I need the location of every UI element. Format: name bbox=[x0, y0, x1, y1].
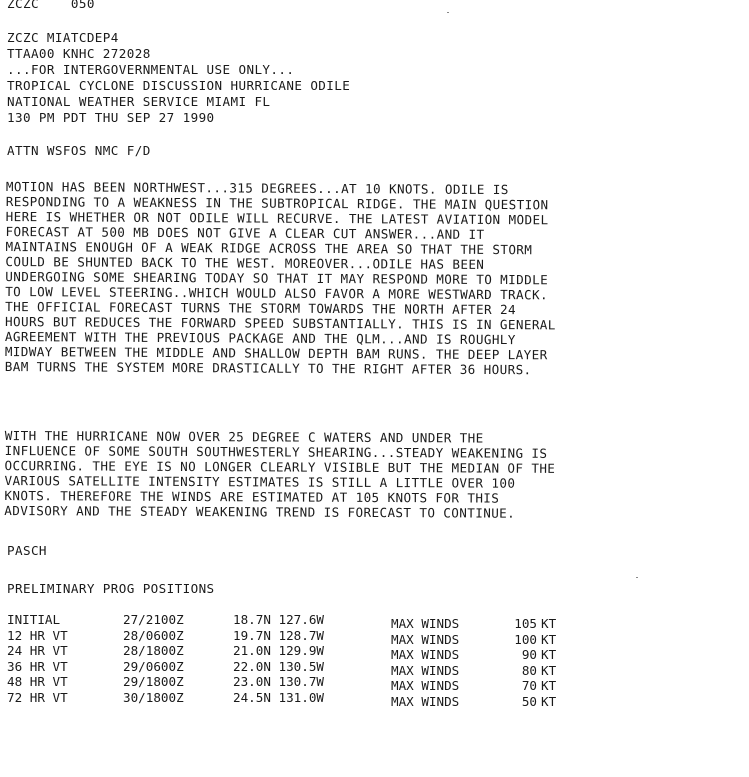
prog-winds-label: MAX WINDS bbox=[391, 662, 460, 678]
attn-line: ATTN WSFOS NMC F/D bbox=[7, 143, 151, 158]
prog-row bbox=[7, 658, 567, 678]
prog-speed: 80 bbox=[521, 662, 537, 678]
prog-unit: KT bbox=[541, 631, 557, 647]
prog-winds-label: MAX WINDS bbox=[391, 647, 460, 662]
text-line: MAINTAINS ENOUGH OF A WEAK RIDGE ACROSS THE AREA SO THAT THE STORM bbox=[5, 239, 533, 258]
prog-winds-label: MAX WINDS bbox=[391, 631, 460, 647]
prog-position: 24.5N 131.0W bbox=[233, 689, 324, 705]
text-line: COULD BE SHUNTED BACK TO THE WEST. MOREOVER...ODILE HAS BEEN bbox=[5, 254, 485, 272]
header-top: ZCZC 050 bbox=[7, 0, 95, 11]
prog-label: 24 HR VT bbox=[7, 643, 68, 658]
prog-unit: KT bbox=[541, 616, 557, 631]
prog-speed: 100 bbox=[514, 631, 537, 647]
prog-time: 28/1800Z bbox=[123, 643, 184, 658]
prog-row bbox=[7, 689, 567, 709]
text-line: AGREEMENT WITH THE PREVIOUS PACKAGE AND THE QLM...AND IS ROUGHLY bbox=[4, 329, 516, 348]
prog-position: 23.0N 130.7W bbox=[233, 674, 324, 689]
text-line: TO LOW LEVEL STEERING..WHICH WOULD ALSO FAVOR A MORE WESTWARD TRACK. bbox=[5, 284, 549, 303]
prog-position: 21.0N 129.9W bbox=[233, 643, 324, 658]
prog-unit: KT bbox=[541, 662, 557, 678]
prog-unit: KT bbox=[541, 693, 557, 709]
prog-label: 12 HR VT bbox=[7, 627, 68, 643]
text-line: WITH THE HURRICANE NOW OVER 25 DEGREE C WATERS AND UNDER THE bbox=[4, 428, 484, 446]
prog-speed: 70 bbox=[521, 678, 537, 693]
prog-row bbox=[7, 627, 567, 647]
prog-row bbox=[7, 643, 567, 662]
text-line: MOTION HAS BEEN NORTHWEST...315 DEGREES...AT 10 KNOTS. ODILE IS bbox=[5, 179, 509, 198]
text-line: RESPONDING TO A WEAKNESS IN THE SUBTROPICAL RIDGE. THE MAIN QUESTION bbox=[5, 194, 549, 213]
prog-position: 18.7N 127.6W bbox=[233, 612, 324, 627]
header-line: ...FOR INTERGOVERNMENTAL USE ONLY... bbox=[7, 62, 295, 77]
text-line: INFLUENCE OF SOME SOUTH SOUTHWESTERLY SHEARING...STEADY WEAKENING IS bbox=[4, 443, 548, 461]
text-line: THE OFFICIAL FORECAST TURNS THE STORM TOWARDS THE NORTH AFTER 24 bbox=[5, 299, 517, 318]
text-line: KNOTS. THEREFORE THE WINDS ARE ESTIMATED AT 105 KNOTS FOR THIS bbox=[4, 488, 500, 506]
prog-speed: 105 bbox=[514, 616, 537, 631]
prog-label: 72 HR VT bbox=[7, 689, 68, 705]
prog-time: 29/0600Z bbox=[123, 658, 184, 674]
prog-winds-label: MAX WINDS bbox=[391, 693, 460, 709]
scan-speck bbox=[636, 577, 638, 578]
text-line: FORECAST AT 500 MB DOES NOT GIVE A CLEAR CUT ANSWER...AND IT bbox=[5, 224, 485, 242]
prog-winds-label: MAX WINDS bbox=[391, 616, 460, 631]
prog-label: 48 HR VT bbox=[7, 674, 68, 689]
prog-position: 22.0N 130.5W bbox=[233, 658, 324, 674]
prog-time: 30/1800Z bbox=[123, 689, 184, 705]
prog-row bbox=[7, 674, 567, 693]
header-line: TROPICAL CYCLONE DISCUSSION HURRICANE ODILE bbox=[7, 78, 351, 93]
prog-winds-label: MAX WINDS bbox=[391, 678, 460, 693]
text-line: HERE IS WHETHER OR NOT ODILE WILL RECURVE. THE LATEST AVIATION MODEL bbox=[5, 209, 549, 228]
text-line: MIDWAY BETWEEN THE MIDDLE AND SHALLOW DEPTH BAM RUNS. THE DEEP LAYER bbox=[4, 344, 548, 363]
text-line: UNDERGOING SOME SHEARING TODAY SO THAT IT MAY RESPOND MORE TO MIDDLE bbox=[5, 269, 549, 288]
prog-title: PRELIMINARY PROG POSITIONS bbox=[7, 581, 215, 596]
prog-speed: 90 bbox=[521, 647, 537, 662]
prog-time: 29/1800Z bbox=[123, 674, 184, 689]
prog-time: 27/2100Z bbox=[123, 612, 184, 627]
header-line: ZCZC MIATCDEP4 bbox=[7, 30, 119, 45]
header-line: 130 PM PDT THU SEP 27 1990 bbox=[7, 110, 215, 125]
text-line: VARIOUS SATELLITE INTENSITY ESTIMATES IS STILL A LITTLE OVER 100 bbox=[4, 473, 516, 491]
prog-speed: 50 bbox=[521, 693, 537, 709]
text-line: BAM TURNS THE SYSTEM MORE DRASTICALLY TO THE RIGHT AFTER 36 HOURS. bbox=[4, 359, 532, 378]
prog-label: INITIAL bbox=[7, 612, 61, 627]
signature: PASCH bbox=[7, 543, 47, 558]
prog-time: 28/0600Z bbox=[123, 627, 184, 643]
prog-unit: KT bbox=[541, 678, 557, 693]
header-line: NATIONAL WEATHER SERVICE MIAMI FL bbox=[7, 94, 271, 109]
scan-speck bbox=[447, 12, 449, 13]
text-line: ADVISORY AND THE STEADY WEAKENING TREND IS FORECAST TO CONTINUE. bbox=[4, 503, 516, 521]
prog-row bbox=[7, 612, 567, 631]
text-line: HOURS BUT REDUCES THE FORWARD SPEED SUBSTANTIALLY. THIS IS IN GENERAL bbox=[4, 314, 556, 333]
header-line: TTAA00 KNHC 272028 bbox=[7, 46, 151, 61]
prog-label: 36 HR VT bbox=[7, 658, 68, 674]
text-line: OCCURRING. THE EYE IS NO LONGER CLEARLY VISIBLE BUT THE MEDIAN OF THE bbox=[4, 458, 556, 476]
prog-position: 19.7N 128.7W bbox=[233, 627, 324, 643]
prog-table bbox=[7, 612, 567, 709]
prog-unit: KT bbox=[541, 647, 557, 662]
